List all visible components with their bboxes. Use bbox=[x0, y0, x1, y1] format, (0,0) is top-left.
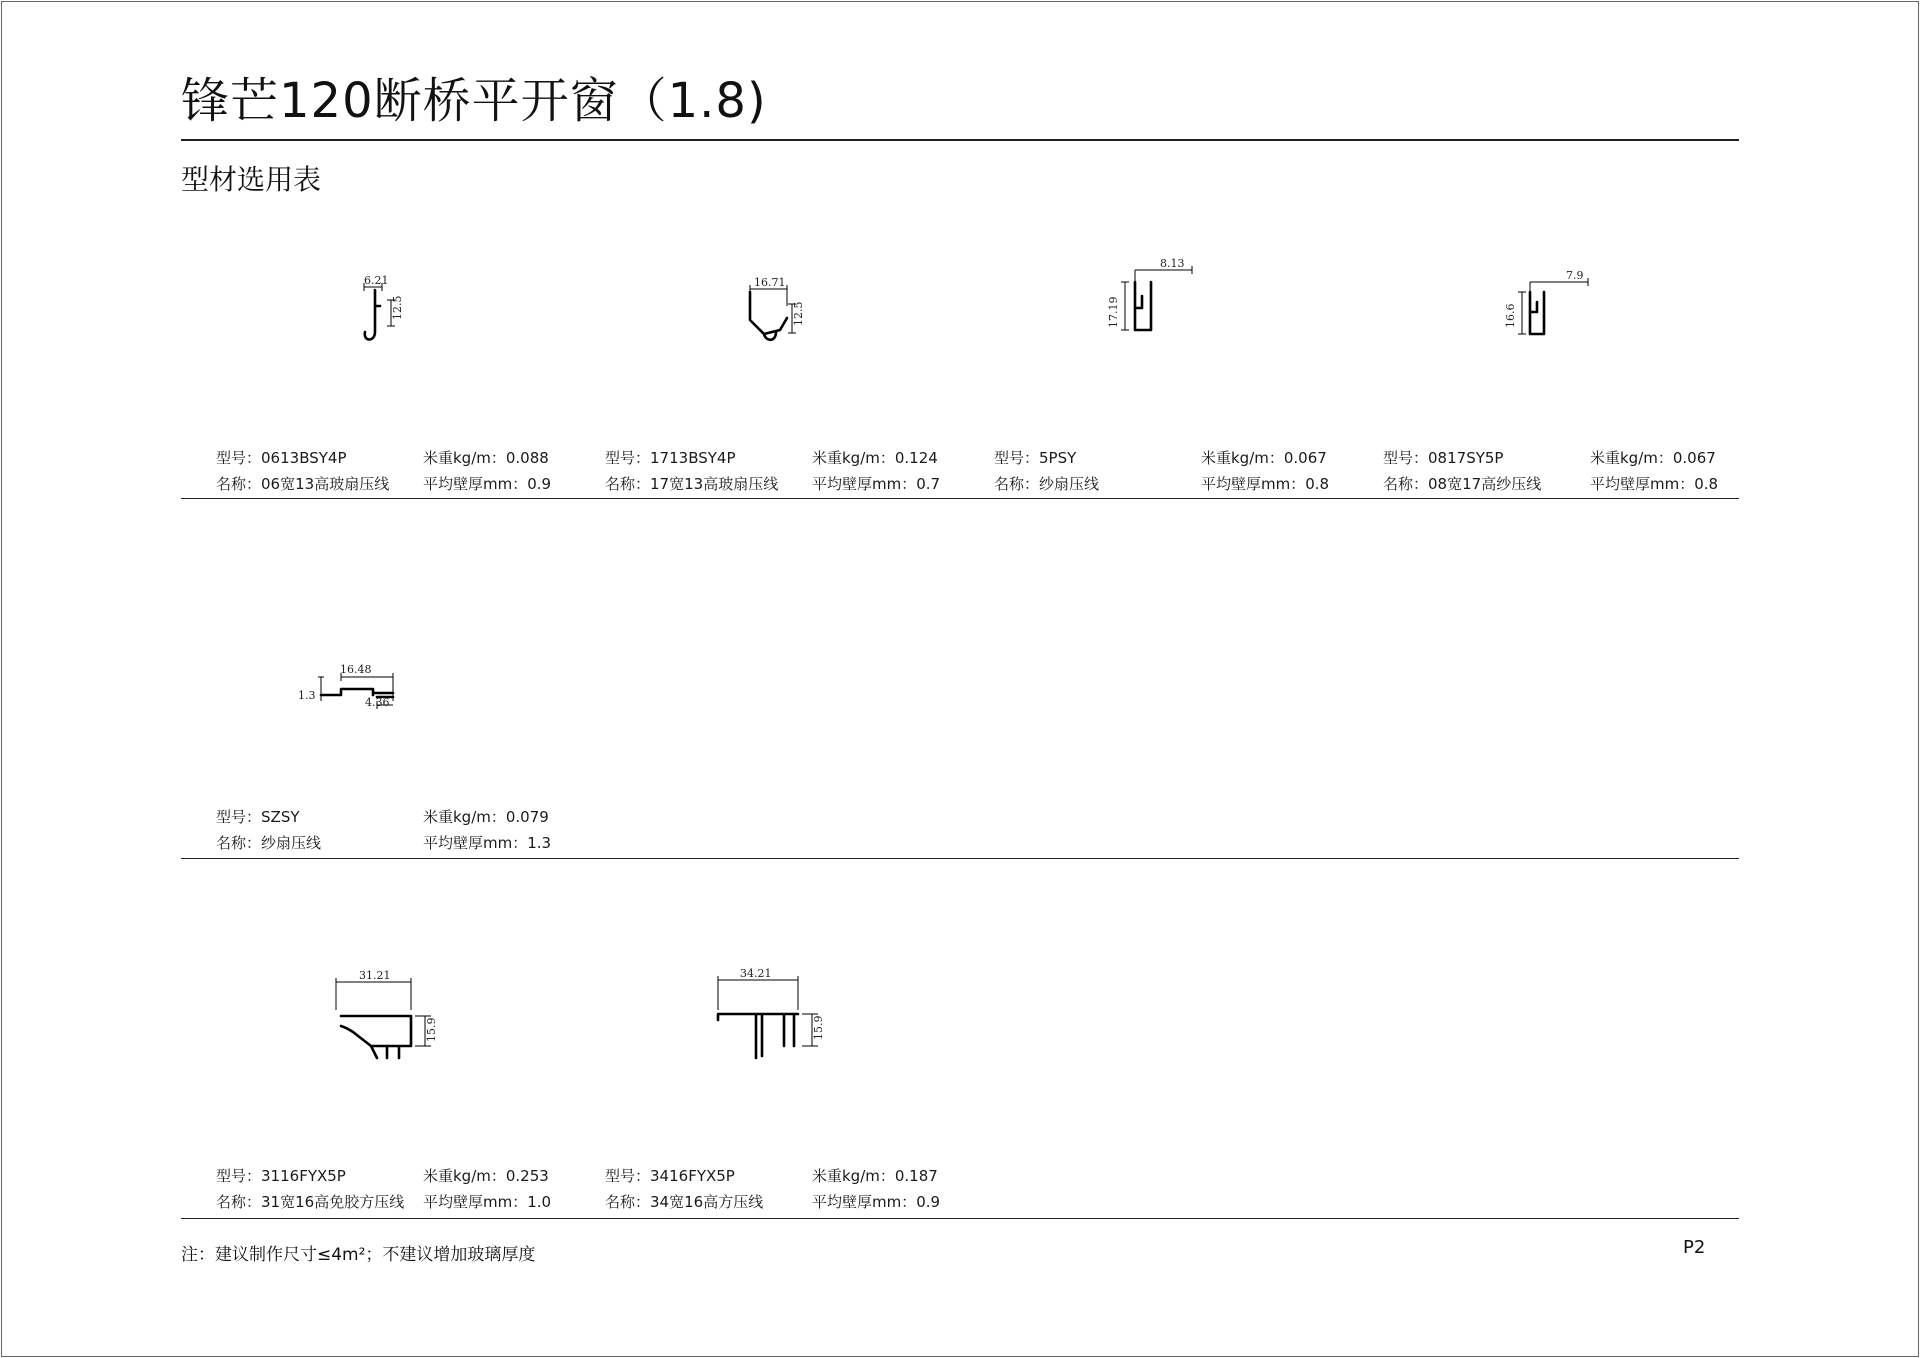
spec-name: 名称：17宽13高玻扇压线 bbox=[605, 475, 779, 493]
title-divider bbox=[181, 139, 1739, 141]
page-title: 锋芒120断桥平开窗（1.8) bbox=[181, 73, 767, 129]
row-divider bbox=[181, 858, 1739, 859]
dimension-label: 4.36 bbox=[365, 696, 390, 709]
spec-weight: 米重kg/m：0.187 bbox=[812, 1167, 938, 1185]
spec-model: 型号：1713BSY4P bbox=[605, 449, 736, 467]
dimension-label: 16.48 bbox=[340, 663, 372, 676]
spec-wall: 平均壁厚mm：0.9 bbox=[423, 475, 552, 493]
spec-name: 名称：06宽13高玻扇压线 bbox=[216, 475, 390, 493]
spec-name: 名称：纱扇压线 bbox=[216, 834, 322, 852]
spec-weight: 米重kg/m：0.253 bbox=[423, 1167, 549, 1185]
page-subtitle: 型材选用表 bbox=[181, 163, 322, 196]
dimension-label: 17.19 bbox=[1107, 296, 1120, 328]
page-number: P2 bbox=[1683, 1237, 1706, 1258]
spec-weight: 米重kg/m：0.067 bbox=[1590, 449, 1716, 467]
spec-wall: 平均壁厚mm：1.3 bbox=[423, 834, 552, 852]
profile-drawing bbox=[570, 964, 958, 1164]
spec-model: 型号：3416FYX5P bbox=[605, 1167, 735, 1185]
dimension-label: 1.3 bbox=[298, 689, 316, 702]
profile-card bbox=[570, 964, 958, 1214]
spec-wall: 平均壁厚mm：0.8 bbox=[1201, 475, 1330, 493]
spec-model: 型号：SZSY bbox=[216, 808, 300, 826]
spec-model: 型号：0613BSY4P bbox=[216, 449, 347, 467]
spec-weight: 米重kg/m：0.067 bbox=[1201, 449, 1327, 467]
profile-drawing bbox=[181, 605, 569, 805]
profile-card bbox=[1348, 246, 1736, 496]
row-divider bbox=[181, 1218, 1739, 1219]
dimension-label: 15.9 bbox=[425, 1017, 438, 1042]
profile-drawing bbox=[1348, 246, 1736, 446]
dimension-label: 31.21 bbox=[359, 969, 391, 982]
spec-name: 名称：34宽16高方压线 bbox=[605, 1193, 764, 1211]
spec-weight: 米重kg/m：0.124 bbox=[812, 449, 938, 467]
profile-card bbox=[181, 605, 569, 855]
profile-card bbox=[181, 964, 569, 1214]
footer-note: 注：建议制作尺寸≤4m²；不建议增加玻璃厚度 bbox=[181, 1245, 536, 1265]
profile-drawing bbox=[570, 246, 958, 446]
spec-name: 名称：08宽17高纱压线 bbox=[1383, 475, 1542, 493]
spec-name: 名称：纱扇压线 bbox=[994, 475, 1100, 493]
spec-wall: 平均壁厚mm：0.9 bbox=[812, 1193, 941, 1211]
dimension-label: 15.9 bbox=[812, 1015, 825, 1040]
row-divider bbox=[181, 498, 1739, 499]
spec-model: 型号：3116FYX5P bbox=[216, 1167, 346, 1185]
profile-card bbox=[570, 246, 958, 496]
spec-model: 型号：0817SY5P bbox=[1383, 449, 1504, 467]
spec-wall: 平均壁厚mm：1.0 bbox=[423, 1193, 552, 1211]
dimension-label: 16.6 bbox=[1504, 303, 1517, 328]
profile-drawing bbox=[181, 964, 569, 1164]
dimension-label: 6.21 bbox=[364, 274, 389, 287]
spec-weight: 米重kg/m：0.079 bbox=[423, 808, 549, 826]
dimension-label: 16.71 bbox=[754, 276, 786, 289]
dimension-label: 8.13 bbox=[1160, 257, 1185, 270]
dimension-label: 12.5 bbox=[792, 301, 805, 326]
dimension-label: 12.5 bbox=[391, 295, 404, 320]
profile-card bbox=[959, 246, 1347, 496]
dimension-label: 34.21 bbox=[740, 967, 772, 980]
spec-wall: 平均壁厚mm：0.8 bbox=[1590, 475, 1719, 493]
spec-name: 名称：31宽16高免胶方压线 bbox=[216, 1193, 405, 1211]
profile-drawing bbox=[959, 246, 1347, 446]
spec-model: 型号：5PSY bbox=[994, 449, 1077, 467]
spec-wall: 平均壁厚mm：0.7 bbox=[812, 475, 941, 493]
dimension-label: 7.9 bbox=[1566, 269, 1584, 282]
spec-weight: 米重kg/m：0.088 bbox=[423, 449, 549, 467]
profile-card bbox=[181, 246, 569, 496]
profile-drawing bbox=[181, 246, 569, 446]
